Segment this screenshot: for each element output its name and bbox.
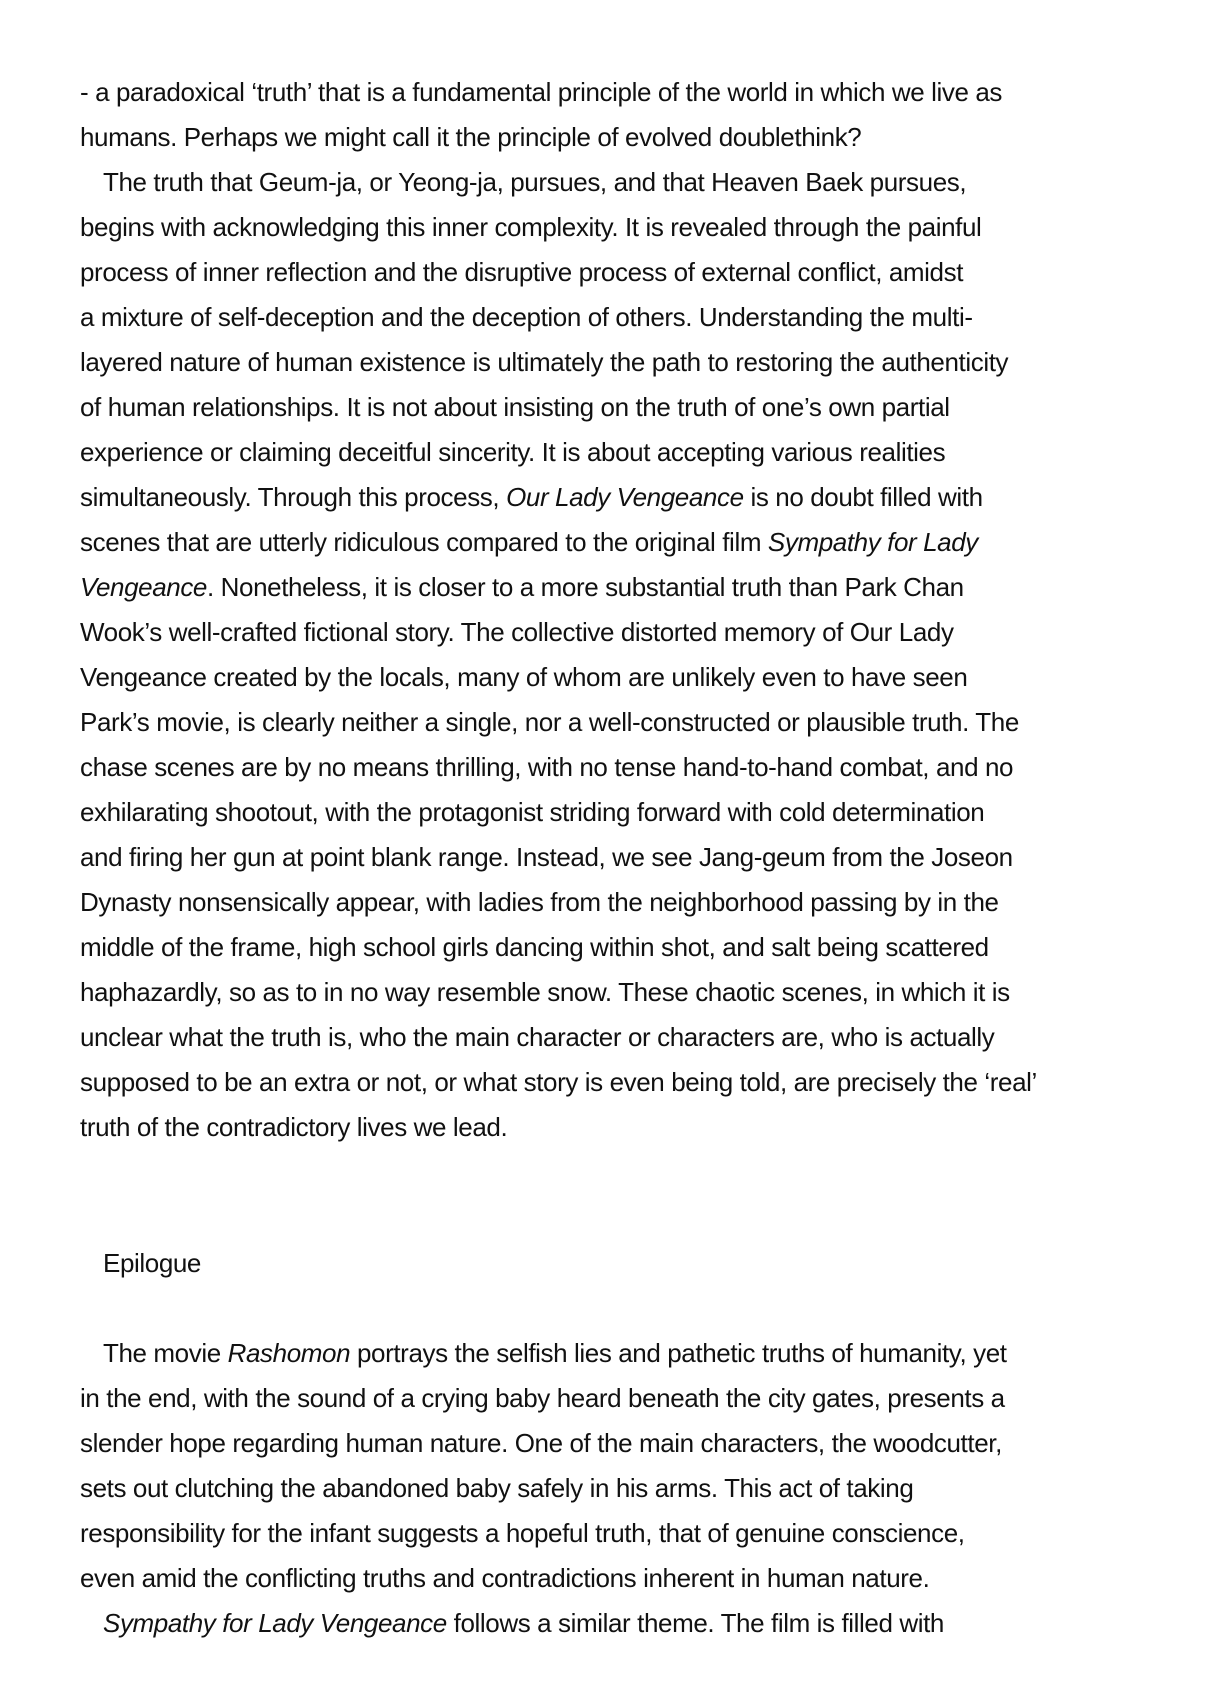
text-line: Dynasty nonsensically appear, with ladies from the neighborhood passing by in the	[80, 887, 999, 917]
section-heading: Epilogue	[103, 1248, 201, 1278]
text-line: supposed to be an extra or not, or what story is even being told, are precisely the ‘real’	[80, 1067, 1037, 1097]
text-line: chase scenes are by no means thrilling, with no tense hand-to-hand combat, and no	[80, 752, 1014, 782]
text-line: middle of the frame, high school girls dancing within shot, and salt being scattered	[80, 932, 989, 962]
text-line: in the end, with the sound of a crying baby heard beneath the city gates, presents a	[80, 1383, 1005, 1413]
text-line	[80, 1331, 1155, 1376]
text-line: unclear what the truth is, who the main character or characters are, who is actually	[80, 1022, 995, 1052]
text-line: and firing her gun at point blank range. Instead, we see Jang-geum from the Joseon	[80, 842, 1013, 872]
film-title: Our Lady Vengeance	[506, 482, 744, 512]
text-line: humans. Perhaps we might call it the principle of evolved doublethink?	[80, 122, 862, 152]
paragraph-rashomon	[80, 1331, 1155, 1601]
document-page	[80, 70, 1155, 1646]
film-title: Rashomon	[227, 1338, 351, 1368]
text-line: responsibility for the infant suggests a hopeful truth, that of genuine conscience,	[80, 1518, 965, 1548]
paragraph-continuation	[80, 70, 1155, 160]
film-title: Sympathy for Lady Vengeance	[103, 1608, 447, 1638]
text-line: - a paradoxical ‘truth’ that is a fundamental principle of the world in which we live as	[80, 77, 1002, 107]
section-gap	[80, 1286, 1155, 1331]
text-line: begins with acknowledging this inner complexity. It is revealed through the painful	[80, 212, 982, 242]
text-line: layered nature of human existence is ultimately the path to restoring the authenticity	[80, 347, 1009, 377]
text-line	[80, 475, 1155, 520]
text-line: sets out clutching the abandoned baby safely in his arms. This act of taking	[80, 1473, 914, 1503]
text-line	[80, 1601, 1155, 1646]
text-line: The truth that Geum-ja, or Yeong-ja, pursues, and that Heaven Baek pursues,	[103, 167, 967, 197]
text-line: even amid the conflicting truths and contradictions inherent in human nature.	[80, 1563, 930, 1593]
text-line: slender hope regarding human nature. One of the main characters, the woodcutter,	[80, 1428, 1002, 1458]
text-run: simultaneously. Through this process,	[80, 482, 507, 512]
section-gap	[80, 1150, 1155, 1241]
paragraph-sympathy	[80, 1601, 1155, 1646]
text-line: experience or claiming deceitful sincerity. It is about accepting various realities	[80, 437, 946, 467]
text-line: of human relationships. It is not about insisting on the truth of one’s own partial	[80, 392, 950, 422]
film-title: Vengeance	[80, 572, 207, 602]
text-run: portrays the selfish lies and pathetic truths of humanity, yet	[350, 1338, 1007, 1368]
text-line: process of inner reflection and the disruptive process of external conflict, amidst	[80, 257, 964, 287]
text-run: The movie	[103, 1338, 228, 1368]
film-title: Sympathy for Lady	[767, 527, 978, 557]
text-line	[80, 565, 1155, 610]
text-line: truth of the contradictory lives we lead.	[80, 1112, 508, 1142]
text-line: Wook’s well-crafted fictional story. The collective distorted memory of Our Lady	[80, 617, 954, 647]
text-line: Vengeance created by the locals, many of whom are unlikely even to have seen	[80, 662, 968, 692]
text-line	[80, 520, 1155, 565]
text-line: haphazardly, so as to in no way resemble snow. These chaotic scenes, in which it is	[80, 977, 1010, 1007]
text-run: scenes that are utterly ridiculous compared to the original film	[80, 527, 768, 557]
paragraph-truth	[80, 160, 1155, 1150]
text-run: follows a similar theme. The film is filled with	[446, 1608, 944, 1638]
text-run: . Nonetheless, it is closer to a more substantial truth than Park Chan	[207, 572, 964, 602]
text-line: a mixture of self-deception and the deception of others. Understanding the multi-	[80, 302, 973, 332]
text-line: exhilarating shootout, with the protagonist striding forward with cold determination	[80, 797, 985, 827]
text-line: Park’s movie, is clearly neither a single, nor a well-constructed or plausible truth. The	[80, 707, 1019, 737]
text-run: is no doubt filled with	[743, 482, 983, 512]
